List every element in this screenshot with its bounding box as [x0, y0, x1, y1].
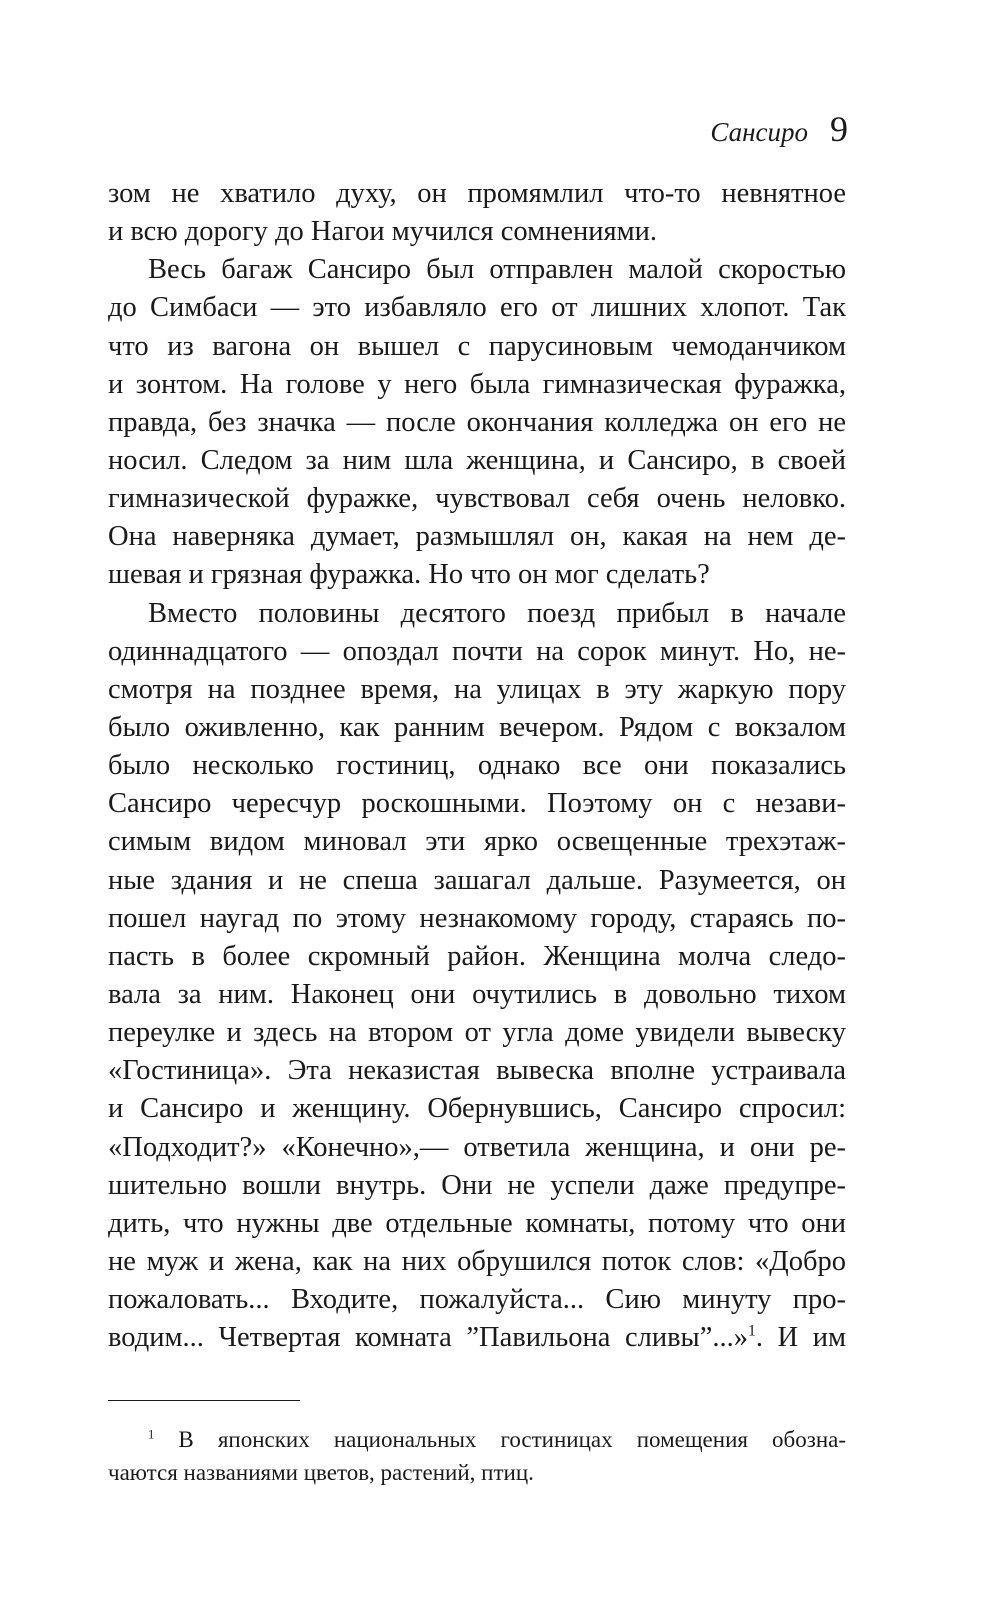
text-line: Весь багаж Сансиро был отправлен малой скоростью	[148, 254, 846, 286]
text-line: смотря на позднее время, на улицах в эту жаркую пору	[108, 673, 846, 705]
text-line: правда, без значка — после окончания колледжа он его не	[108, 406, 846, 438]
text-line: ные здания и не спеша зашагал дальше. Разумеется, он	[108, 864, 846, 896]
text-line: пошел наугад по этому незнакомому городу, стараясь по-	[108, 902, 846, 934]
text-line: симым видом миновал эти ярко освещенные трехэтаж-	[108, 826, 846, 858]
running-head	[710, 108, 848, 150]
text-line: пожаловать... Входите, пожалуйста... Сию минуту про-	[108, 1284, 846, 1316]
footnotes	[108, 1423, 846, 1489]
text-line: зом не хватило духу, он промямлил что-то невнятное	[108, 178, 846, 209]
text-segment: . И им	[755, 1322, 846, 1354]
running-title: Сансиро	[710, 117, 808, 147]
text-segment: водим... Четвертая комната ”Павильона сливы”...»	[108, 1322, 748, 1354]
text-line: носил. Следом за ним шла женщина, и Сансиро, в своей	[108, 444, 846, 476]
text-line: Вместо половины десятого поезд прибыл в начале	[148, 597, 846, 629]
text-line: шительно вошли внутрь. Они не успели даже предупре-	[108, 1169, 846, 1201]
text-line: «Подходит?» «Конечно»,— ответила женщина, и они ре-	[108, 1131, 846, 1163]
text-line: было оживленно, как ранним вечером. Рядом с вокзалом	[108, 711, 846, 743]
text-line: «Гостиница». Эта неказистая вывеска вполне устраивала	[108, 1055, 846, 1087]
text-line: Она наверняка думает, размышлял он, какая на нем де-	[108, 521, 846, 553]
text-line: одиннадцатого — опоздал почти на сорок минут. Но, не-	[108, 635, 846, 667]
text-line: переулке и здесь на втором от угла доме увидели вывеску	[108, 1017, 846, 1049]
text-line: было несколько гостиниц, однако все они показались	[108, 750, 846, 782]
page-number: 9	[830, 109, 848, 149]
footnote-text: В японских национальных гостиницах помещения обозна-	[178, 1427, 846, 1452]
text-line: пасть в более скромный район. Женщина молча следо-	[108, 940, 846, 972]
footnote-line: чаются названиями цветов, растений, птиц.	[108, 1460, 534, 1485]
footnote-divider	[108, 1400, 300, 1401]
text-line: и зонтом. На голове у него была гимназическая фуражка,	[108, 368, 846, 400]
text-line: что из вагона он вышел с парусиновым чемоданчиком	[108, 330, 846, 362]
footnote-line	[108, 1423, 846, 1456]
text-line: вала за ним. Наконец они очутились в довольно тихом	[108, 978, 846, 1010]
text-line	[108, 1319, 846, 1357]
text-line: гимназической фуражке, чувствовал себя очень неловко.	[108, 483, 846, 515]
text-line: и Сансиро и женщину. Обернувшись, Сансиро спросил:	[108, 1093, 846, 1125]
text-line: шевая и грязная фуражка. Но что он мог сделать?	[108, 559, 710, 591]
text-line: и всю дорогу до Нагои мучился сомнениями.	[108, 216, 658, 248]
text-line: Сансиро чересчур роскошными. Поэтому он с незави-	[108, 788, 846, 820]
body-text	[108, 175, 846, 1357]
text-line: не муж и жена, как на них обрушился поток слов: «Добро	[108, 1245, 846, 1277]
text-line: до Симбаси — это избавляло его от лишних хлопот. Так	[108, 292, 846, 324]
footnote-reference[interactable]: 1	[747, 1322, 756, 1340]
footnote-marker: 1	[148, 1427, 155, 1442]
text-line: дить, что нужны две отдельные комнаты, потому что они	[108, 1207, 846, 1239]
